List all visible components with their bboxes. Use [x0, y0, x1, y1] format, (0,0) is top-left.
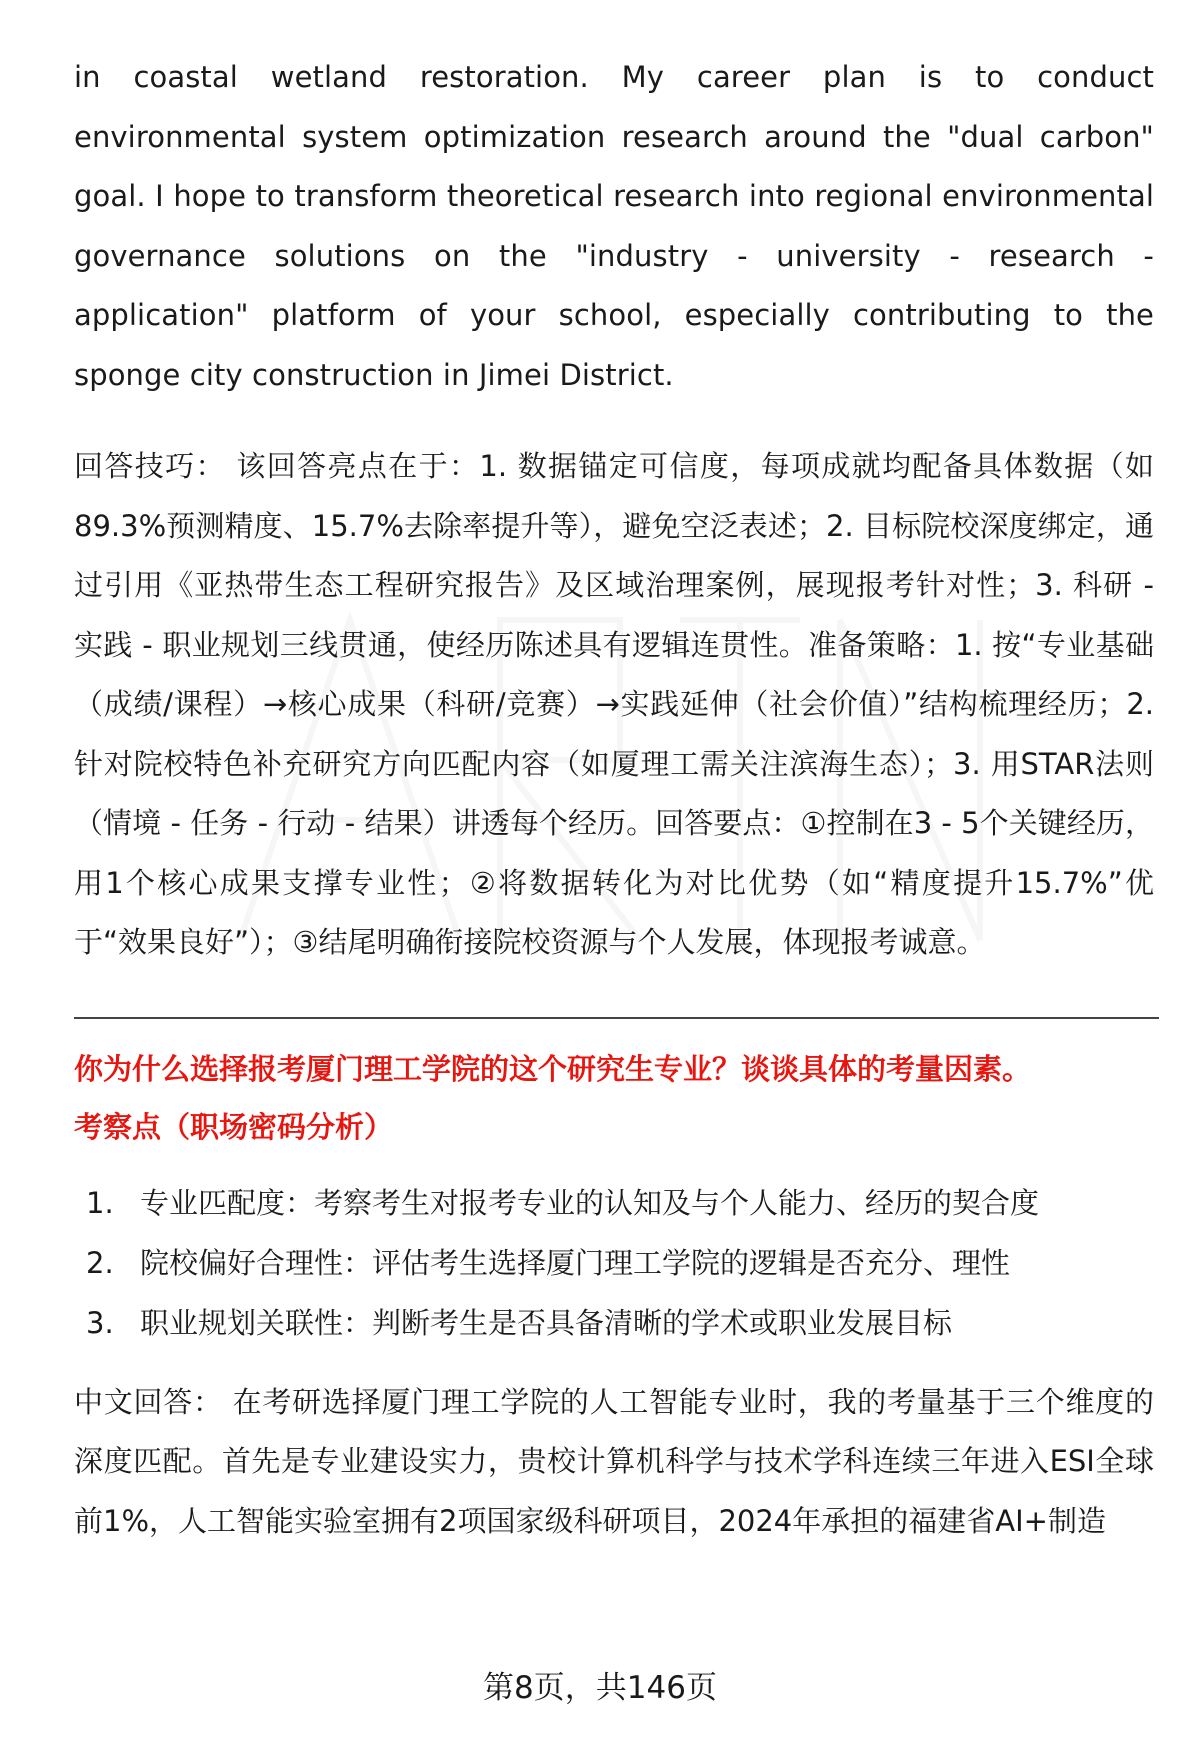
list-item-number: 3.	[86, 1305, 114, 1340]
focus-points-list	[74, 1173, 1154, 1353]
chinese-answer-paragraph: 中文回答： 在考研选择厦门理工学院的人工智能专业时，我的考量基于三个维度的深度匹配。首先是专业建设实力，贵校计算机科学与技术学科连续三年进入ESI全球前1%，人工智能实验室拥有2项国家级科研项目，2024年承担的福建省AI+制造	[74, 1384, 1154, 1538]
list-item-number: 1.	[86, 1185, 114, 1220]
section-divider	[74, 1017, 1159, 1019]
list-item-text: 专业匹配度：考察考生对报考专业的认知及与个人能力、经历的契合度	[140, 1185, 1040, 1220]
list-item	[74, 1173, 1154, 1233]
intro-paragraph: in coastal wetland restoration. My career plan is to conduct environmental system optimization research around the "dual carbon" goal. I hope to transform theoretical research into regional environmental governance solutions on the "industry - university - research - application" platform of your school, especially contributing to the sponge city construction in Jimei District.	[74, 60, 1154, 392]
page-number: 第8页，共146页	[483, 1670, 717, 1706]
question-title: 你为什么选择报考厦门理工学院的这个研究生专业？谈谈具体的考量因素。	[74, 1051, 1032, 1086]
document-page	[74, 48, 1154, 1551]
list-item-number: 2.	[86, 1245, 114, 1280]
answer-tips-paragraph: 回答技巧： 该回答亮点在于：1. 数据锚定可信度，每项成就均配备具体数据（如89.3%预测精度、15.7%去除率提升等），避免空泛表述；2. 目标院校深度绑定，通过引用《亚热带生态工程研究报告》及区域治理案例，展现报考针对性；3. 科研 - 实践 - 职业规划三线贯通，使经历陈述具有逻辑连贯性。准备策略：1. 按“专业基础（成绩/课程）→核心成果（科研/竞赛）→实践延伸（社会价值）”结构梳理经历；2. 针对院校特色补充研究方向匹配内容（如厦理工需关注滨海生态）；3. 用STAR法则（情境 - 任务 - 行动 - 结果）讲透每个经历。回答要点：①控制在3 - 5个关键经历，用1个核心成果支撑专业性；②将数据转化为对比优势（如“精度提升15.7%”优于“效果良好”）；③结尾明确衔接院校资源与个人发展，体现报考诚意。	[74, 449, 1154, 959]
focus-points-title: 考察点（职场密码分析）	[74, 1109, 394, 1144]
list-item	[74, 1293, 1154, 1353]
list-item-text: 院校偏好合理性：评估考生选择厦门理工学院的逻辑是否充分、理性	[140, 1245, 1011, 1280]
list-item	[74, 1233, 1154, 1293]
list-item-text: 职业规划关联性：判断考生是否具备清晰的学术或职业发展目标	[140, 1305, 953, 1340]
